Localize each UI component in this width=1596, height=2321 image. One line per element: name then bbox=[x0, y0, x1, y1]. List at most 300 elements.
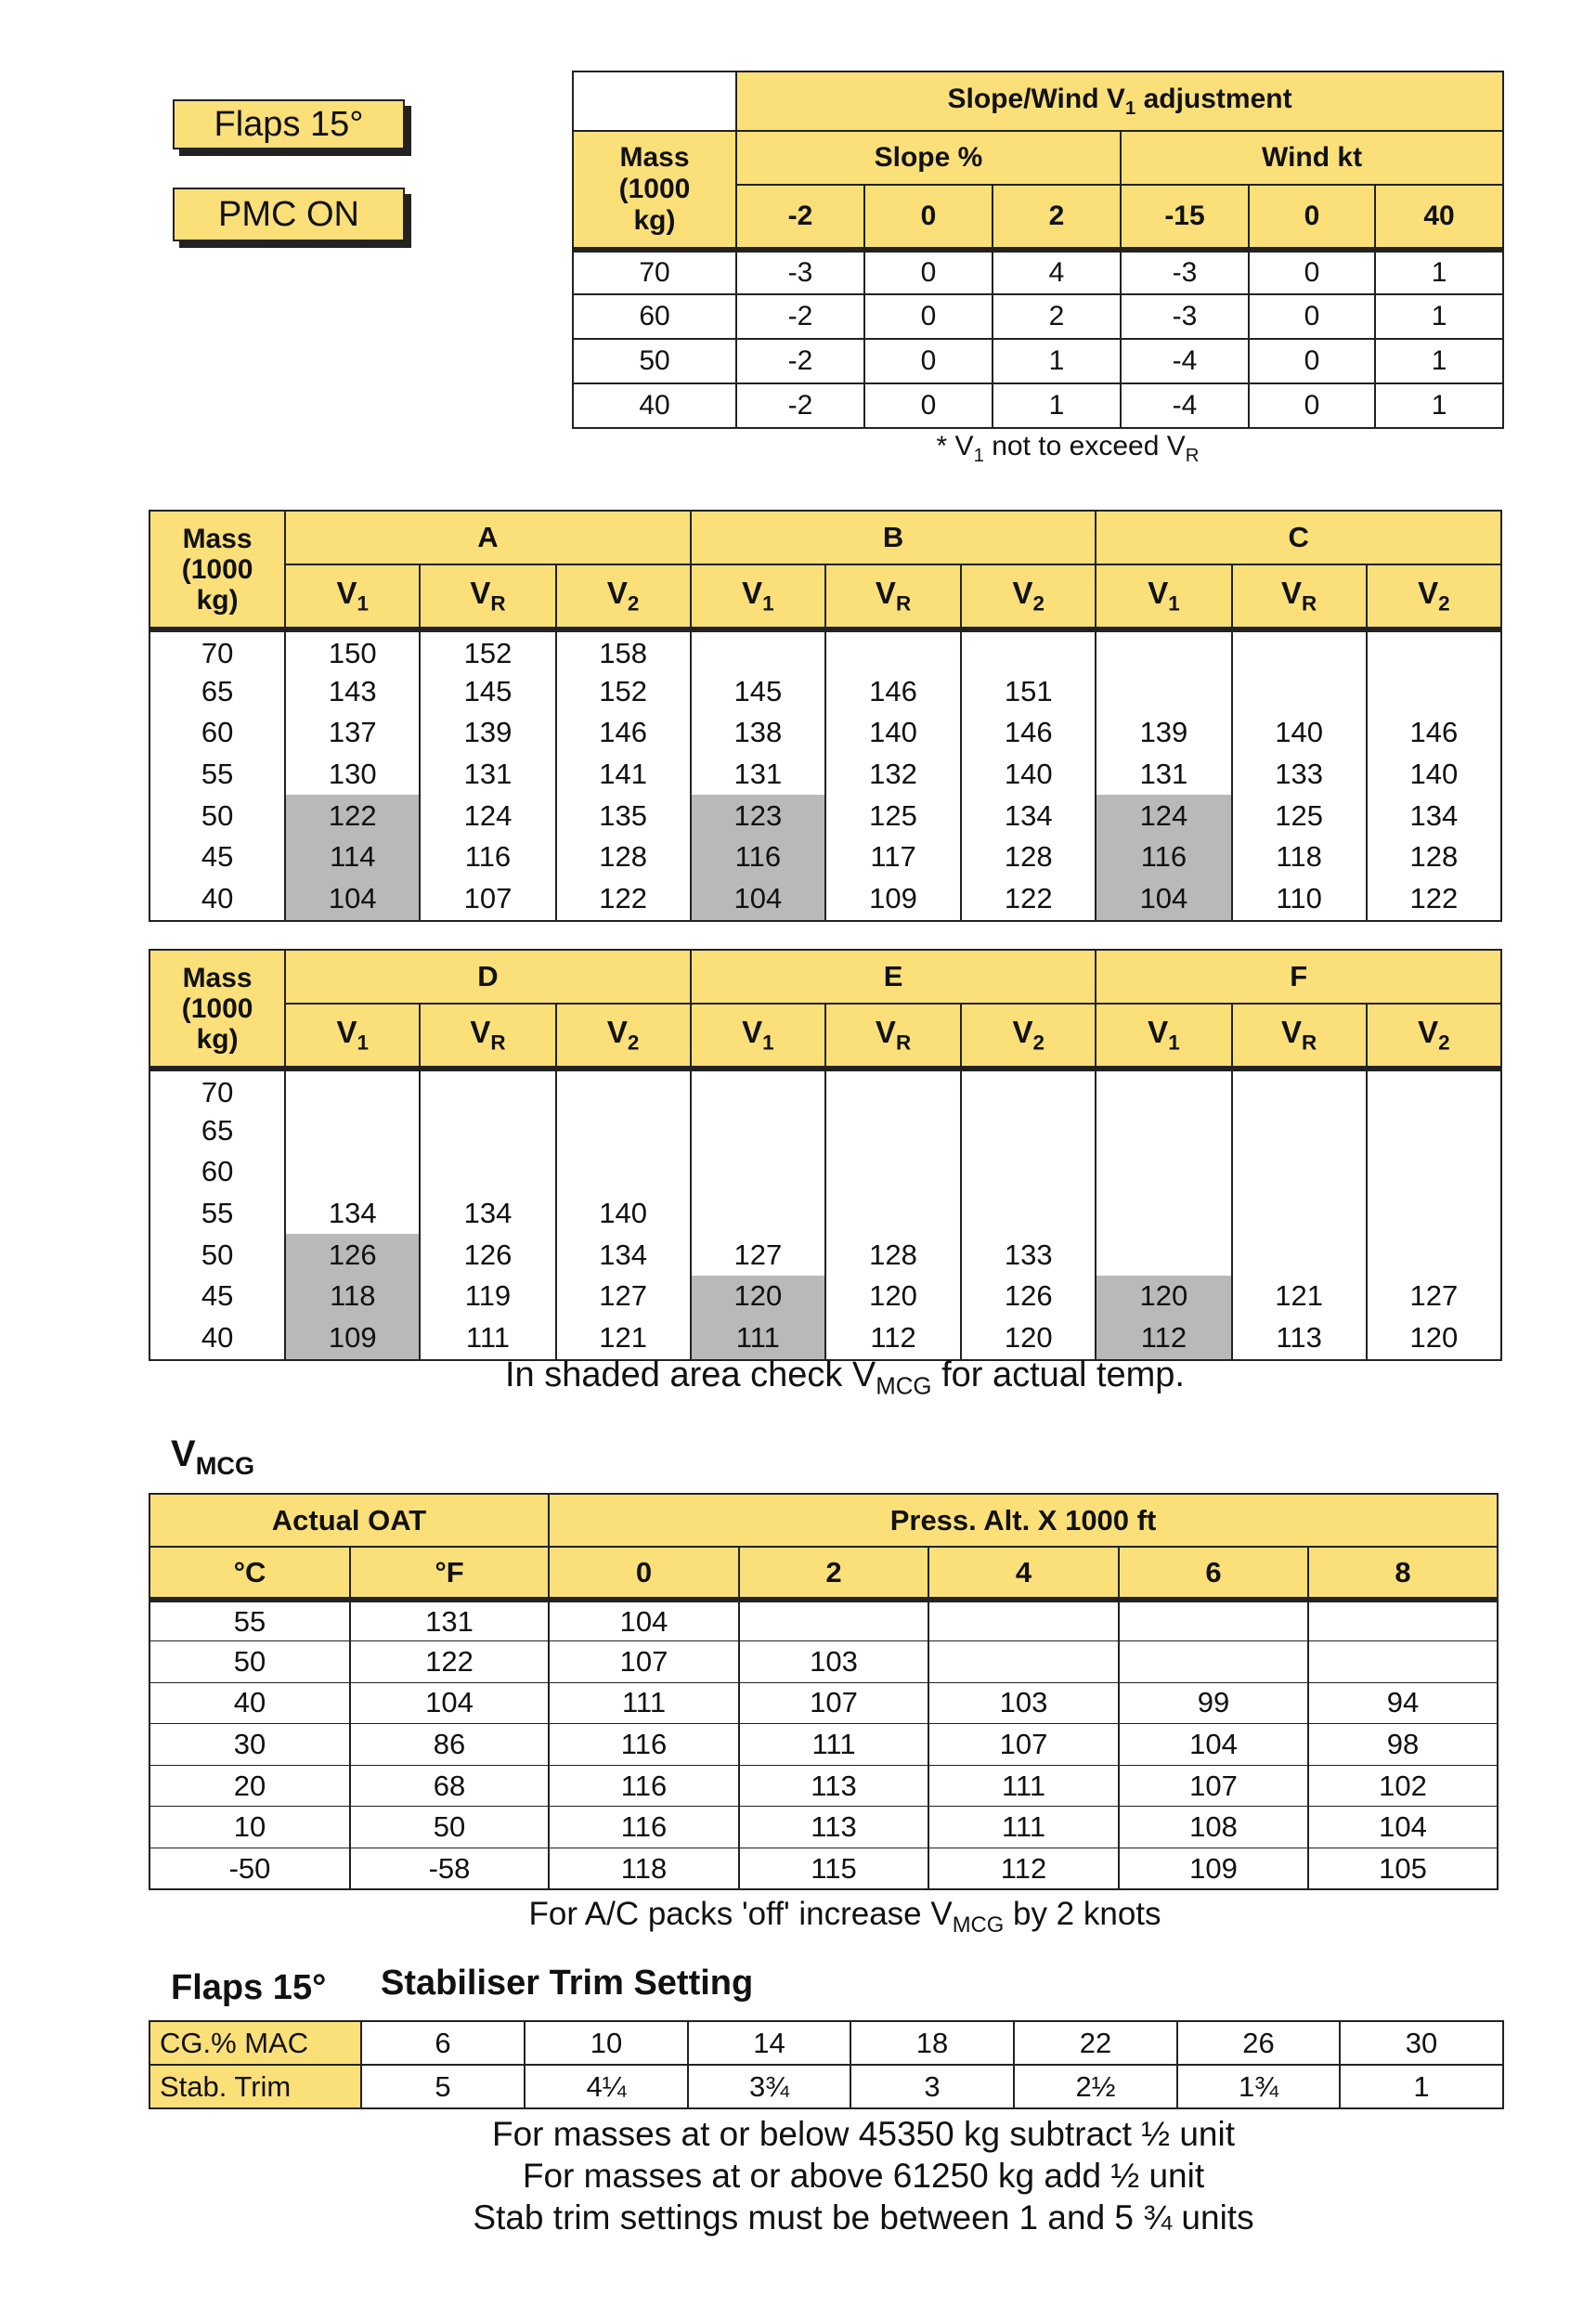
speed-header: $V_R$ bbox=[825, 1004, 961, 1069]
table-row bbox=[149, 795, 1501, 836]
vmcg-cell: 107 bbox=[1119, 1765, 1308, 1807]
speed-cell: 134 bbox=[961, 795, 1096, 836]
vmcg-cell: 109 bbox=[1119, 1848, 1308, 1890]
speed-cell: 145 bbox=[691, 671, 825, 713]
speed-cell bbox=[825, 1069, 961, 1110]
table-row bbox=[149, 1682, 1498, 1724]
table-row bbox=[149, 1641, 1498, 1683]
temp-cell: 122 bbox=[350, 1641, 549, 1683]
trim-value: 3¾ bbox=[688, 2065, 850, 2108]
cg-value: 10 bbox=[525, 2021, 688, 2065]
adjust-cell: 1 bbox=[993, 339, 1121, 383]
speed-table-def bbox=[149, 949, 1502, 1361]
speed-cell bbox=[825, 1151, 961, 1193]
speed-cell bbox=[1367, 1151, 1501, 1193]
mass-cell: 70 bbox=[149, 1069, 285, 1110]
shaded-area-note: In shaded area check $V_{MCG}$ for actual temp. bbox=[505, 1355, 1185, 1400]
adjust-cell: -2 bbox=[736, 339, 864, 383]
speed-cell bbox=[1232, 1069, 1367, 1110]
mass-header: Mass (1000 kg) bbox=[149, 950, 285, 1069]
adjust-cell: -2 bbox=[736, 294, 864, 339]
temp-cell: 50 bbox=[149, 1641, 350, 1683]
table-row bbox=[149, 878, 1501, 921]
adjust-cell: 4 bbox=[993, 250, 1121, 294]
slope-note: * $V_1$ not to exceed $V_R$ bbox=[936, 431, 1200, 466]
speed-cell bbox=[285, 1069, 420, 1110]
stab-trim-label: Stab. Trim bbox=[149, 2065, 361, 2108]
table-row bbox=[573, 339, 1503, 383]
cg-value: 14 bbox=[688, 2021, 850, 2065]
speed-cell: 146 bbox=[961, 712, 1096, 754]
speed-cell bbox=[1096, 1193, 1231, 1235]
speed-cell: 128 bbox=[825, 1234, 961, 1276]
table-row bbox=[149, 1600, 1498, 1641]
vmcg-cell: 94 bbox=[1308, 1682, 1498, 1724]
mass-cell: 65 bbox=[149, 1110, 285, 1152]
vmcg-cell: 111 bbox=[928, 1807, 1119, 1848]
mass-cell: 50 bbox=[149, 1234, 285, 1276]
temp-cell: 55 bbox=[149, 1600, 350, 1641]
group-header-c: C bbox=[1096, 511, 1501, 564]
speed-cell bbox=[691, 1110, 825, 1152]
speed-cell bbox=[961, 1151, 1096, 1193]
speed-cell: 140 bbox=[1367, 754, 1501, 796]
table-row bbox=[149, 1110, 1501, 1152]
speed-cell: 112 bbox=[1096, 1317, 1231, 1360]
speed-cell: 120 bbox=[691, 1276, 825, 1317]
speed-cell: 124 bbox=[1096, 795, 1231, 836]
speed-cell bbox=[1232, 671, 1367, 713]
table-row bbox=[149, 1151, 1501, 1193]
vmcg-cell: 103 bbox=[928, 1682, 1119, 1724]
speed-cell bbox=[825, 629, 961, 671]
speed-cell: 116 bbox=[420, 836, 555, 878]
press-alt-header: Press. Alt. X 1000 ft bbox=[549, 1494, 1498, 1547]
mass-cell: 45 bbox=[149, 1276, 285, 1317]
table-row bbox=[573, 250, 1503, 294]
pmc-badge: PMC ON bbox=[173, 188, 405, 241]
trim-note-1: For masses at or below 45350 kg subtract ½ unit bbox=[491, 2115, 1236, 2153]
vmcg-cell bbox=[928, 1641, 1119, 1683]
table-row bbox=[149, 1848, 1498, 1890]
mass-header: Mass (1000 kg) bbox=[573, 131, 736, 250]
table-row bbox=[149, 1317, 1501, 1360]
vmcg-cell: 111 bbox=[739, 1724, 928, 1766]
speed-cell bbox=[1232, 1110, 1367, 1152]
vmcg-cell: 107 bbox=[928, 1724, 1119, 1766]
group-header-d: D bbox=[285, 950, 691, 1004]
slope-header: Slope % bbox=[736, 131, 1121, 185]
vmcg-cell: 98 bbox=[1308, 1724, 1498, 1766]
speed-cell bbox=[1096, 629, 1231, 671]
table-row bbox=[149, 712, 1501, 754]
wind-header: Wind kt bbox=[1121, 131, 1503, 185]
table-row bbox=[149, 1276, 1501, 1317]
adjust-cell: 1 bbox=[1375, 250, 1503, 294]
speed-cell: 133 bbox=[1232, 754, 1367, 796]
speed-header: $V_R$ bbox=[1232, 564, 1367, 629]
group-header-f: F bbox=[1096, 950, 1501, 1004]
speed-cell bbox=[1232, 1151, 1367, 1193]
adjust-cell: 1 bbox=[1375, 339, 1503, 383]
column-header: 0 bbox=[549, 1547, 739, 1600]
speed-header: $V_R$ bbox=[825, 564, 961, 629]
speed-cell: 125 bbox=[825, 795, 961, 836]
column-header: 2 bbox=[993, 185, 1121, 250]
speed-cell: 137 bbox=[285, 712, 420, 754]
adjust-cell: 0 bbox=[1249, 383, 1375, 428]
vmcg-cell: 108 bbox=[1119, 1807, 1308, 1848]
speed-cell: 158 bbox=[556, 629, 691, 671]
speed-cell: 151 bbox=[961, 671, 1096, 713]
temp-cell: 50 bbox=[350, 1807, 549, 1848]
adjust-cell: -4 bbox=[1121, 383, 1249, 428]
speed-cell: 117 bbox=[825, 836, 961, 878]
mass-cell: 55 bbox=[149, 754, 285, 796]
vmcg-cell bbox=[1308, 1600, 1498, 1641]
speed-cell: 122 bbox=[285, 795, 420, 836]
speed-cell bbox=[961, 1193, 1096, 1235]
mass-cell: 60 bbox=[149, 1151, 285, 1193]
group-header-b: B bbox=[691, 511, 1096, 564]
speed-cell: 146 bbox=[1367, 712, 1501, 754]
speed-cell: 126 bbox=[420, 1234, 555, 1276]
speed-cell bbox=[1096, 1110, 1231, 1152]
ac-packs-note: For A/C packs 'off' increase $V_{MCG}$ by 2 knots bbox=[528, 1896, 1161, 1938]
v-header-row bbox=[149, 564, 1501, 629]
trim-flaps-label: Flaps 15° bbox=[171, 1968, 327, 2007]
speed-cell: 139 bbox=[420, 712, 555, 754]
speed-cell bbox=[1232, 1193, 1367, 1235]
temp-cell: 10 bbox=[149, 1807, 350, 1848]
speed-cell: 134 bbox=[556, 1234, 691, 1276]
temp-cell: 104 bbox=[350, 1682, 549, 1724]
speed-header: $V_2$ bbox=[961, 1004, 1096, 1069]
vmcg-cell: 118 bbox=[549, 1848, 739, 1890]
mass-cell: 65 bbox=[149, 671, 285, 713]
speed-cell: 114 bbox=[285, 836, 420, 878]
speed-cell: 141 bbox=[556, 754, 691, 796]
speed-cell bbox=[1096, 671, 1231, 713]
speed-cell: 126 bbox=[961, 1276, 1096, 1317]
vmcg-cell: 116 bbox=[549, 1724, 739, 1766]
speed-cell: 131 bbox=[420, 754, 555, 796]
mass-cell: 45 bbox=[149, 836, 285, 878]
adjust-cell: 0 bbox=[864, 294, 993, 339]
speed-cell bbox=[691, 1193, 825, 1235]
cg-value: 6 bbox=[361, 2021, 525, 2065]
speed-cell: 118 bbox=[285, 1276, 420, 1317]
temp-cell: -58 bbox=[350, 1848, 549, 1890]
mass-cell: 70 bbox=[573, 250, 736, 294]
speed-cell: 143 bbox=[285, 671, 420, 713]
speed-cell: 146 bbox=[556, 712, 691, 754]
speed-cell: 152 bbox=[556, 671, 691, 713]
speed-cell: 127 bbox=[691, 1234, 825, 1276]
column-header: 0 bbox=[864, 185, 993, 250]
slope-wind-title: Slope/Wind $V_1$ adjustment bbox=[736, 71, 1503, 131]
vmcg-cell: 102 bbox=[1308, 1765, 1498, 1807]
speed-table-abc bbox=[149, 510, 1502, 922]
vmcg-cell bbox=[1119, 1641, 1308, 1683]
speed-cell bbox=[1096, 1151, 1231, 1193]
speed-cell bbox=[1096, 1234, 1231, 1276]
speed-cell bbox=[1367, 1110, 1501, 1152]
vmcg-cell: 115 bbox=[739, 1848, 928, 1890]
speed-cell: 112 bbox=[825, 1317, 961, 1360]
adjust-cell: 1 bbox=[993, 383, 1121, 428]
speed-cell: 133 bbox=[961, 1234, 1096, 1276]
group-header-a: A bbox=[285, 511, 691, 564]
speed-cell: 122 bbox=[961, 878, 1096, 921]
speed-cell: 140 bbox=[556, 1193, 691, 1235]
trim-note-2: For masses at or above 61250 kg add ½ unit bbox=[522, 2157, 1205, 2195]
vmcg-cell: 107 bbox=[739, 1682, 928, 1724]
adjust-cell: 1 bbox=[1375, 383, 1503, 428]
vmcg-cell: 103 bbox=[739, 1641, 928, 1683]
speed-header: $V_R$ bbox=[420, 1004, 555, 1069]
column-header: 8 bbox=[1308, 1547, 1498, 1600]
speed-cell: 109 bbox=[285, 1317, 420, 1360]
speed-cell: 126 bbox=[285, 1234, 420, 1276]
speed-cell bbox=[1096, 1069, 1231, 1110]
vmcg-cell: 104 bbox=[1119, 1724, 1308, 1766]
speed-cell: 122 bbox=[556, 878, 691, 921]
table-row bbox=[149, 836, 1501, 878]
speed-cell: 116 bbox=[1096, 836, 1231, 878]
vmcg-cell: 111 bbox=[549, 1682, 739, 1724]
speed-cell: 110 bbox=[1232, 878, 1367, 921]
trim-title: Stabiliser Trim Setting bbox=[381, 1964, 754, 2003]
speed-cell: 118 bbox=[1232, 836, 1367, 878]
speed-cell: 119 bbox=[420, 1276, 555, 1317]
speed-cell bbox=[691, 629, 825, 671]
vmcg-cell: 111 bbox=[928, 1765, 1119, 1807]
table-row bbox=[149, 671, 1501, 713]
speed-cell bbox=[556, 1151, 691, 1193]
mass-cell: 40 bbox=[149, 1317, 285, 1360]
speed-cell: 128 bbox=[961, 836, 1096, 878]
speed-cell bbox=[1367, 1193, 1501, 1235]
column-header: 6 bbox=[1119, 1547, 1308, 1600]
speed-cell: 121 bbox=[1232, 1276, 1367, 1317]
speed-cell bbox=[961, 1110, 1096, 1152]
speed-cell: 116 bbox=[691, 836, 825, 878]
adjust-cell: -4 bbox=[1121, 339, 1249, 383]
speed-cell: 120 bbox=[1367, 1317, 1501, 1360]
trim-table bbox=[149, 2020, 1504, 2109]
adjust-cell: -2 bbox=[736, 383, 864, 428]
adjust-cell: 0 bbox=[1249, 250, 1375, 294]
trim-value: 2½ bbox=[1014, 2065, 1177, 2108]
mass-header: Mass (1000 kg) bbox=[149, 511, 285, 629]
speed-cell: 140 bbox=[1232, 712, 1367, 754]
mass-cell: 70 bbox=[149, 629, 285, 671]
vmcg-heading: $V_{MCG}$ bbox=[171, 1433, 255, 1480]
cg-mac-label: CG.% MAC bbox=[149, 2021, 361, 2065]
speed-cell: 130 bbox=[285, 754, 420, 796]
adjust-cell: -3 bbox=[1121, 250, 1249, 294]
speed-cell: 131 bbox=[1096, 754, 1231, 796]
speed-header: $V_2$ bbox=[1367, 1004, 1501, 1069]
speed-header: $V_R$ bbox=[420, 564, 555, 629]
group-header-e: E bbox=[691, 950, 1096, 1004]
vmcg-cell: 112 bbox=[928, 1848, 1119, 1890]
speed-header: $V_R$ bbox=[1232, 1004, 1367, 1069]
adjust-cell: 0 bbox=[864, 339, 993, 383]
temp-cell: 20 bbox=[149, 1765, 350, 1807]
speed-cell: 146 bbox=[825, 671, 961, 713]
speed-cell: 113 bbox=[1232, 1317, 1367, 1360]
adjust-cell: 0 bbox=[864, 250, 993, 294]
oat-header: Actual OAT bbox=[149, 1494, 549, 1547]
mass-cell: 50 bbox=[573, 339, 736, 383]
speed-cell bbox=[420, 1069, 555, 1110]
speed-header: $V_1$ bbox=[285, 564, 420, 629]
speed-header: $V_1$ bbox=[691, 564, 825, 629]
trim-value: 1 bbox=[1340, 2065, 1503, 2108]
trim-notes bbox=[399, 2113, 1328, 2238]
speed-cell: 152 bbox=[420, 629, 555, 671]
table-row bbox=[149, 1234, 1501, 1276]
speed-cell bbox=[285, 1151, 420, 1193]
speed-cell bbox=[1367, 629, 1501, 671]
mass-cell: 60 bbox=[573, 294, 736, 339]
speed-cell: 120 bbox=[825, 1276, 961, 1317]
trim-value: 5 bbox=[361, 2065, 525, 2108]
vmcg-cell: 107 bbox=[549, 1641, 739, 1683]
speed-cell: 111 bbox=[420, 1317, 555, 1360]
speed-cell bbox=[420, 1151, 555, 1193]
slope-wind-table bbox=[572, 71, 1504, 429]
column-header: -2 bbox=[736, 185, 864, 250]
cg-value: 18 bbox=[850, 2021, 1014, 2065]
mass-cell: 50 bbox=[149, 795, 285, 836]
table-row bbox=[573, 294, 1503, 339]
speed-cell bbox=[825, 1110, 961, 1152]
speed-cell: 127 bbox=[556, 1276, 691, 1317]
vmcg-cell: 105 bbox=[1308, 1848, 1498, 1890]
speed-cell bbox=[1367, 671, 1501, 713]
speed-cell: 134 bbox=[285, 1193, 420, 1235]
flaps-badge: Flaps 15° bbox=[173, 99, 405, 149]
speed-cell: 131 bbox=[691, 754, 825, 796]
adjust-cell: 0 bbox=[1249, 339, 1375, 383]
speed-cell bbox=[1232, 629, 1367, 671]
speed-cell: 140 bbox=[825, 712, 961, 754]
vmcg-cell: 116 bbox=[549, 1807, 739, 1848]
speed-cell bbox=[1232, 1234, 1367, 1276]
column-header: -15 bbox=[1121, 185, 1249, 250]
cg-value: 22 bbox=[1014, 2021, 1177, 2065]
speed-header: $V_1$ bbox=[1096, 564, 1231, 629]
vmcg-cell bbox=[928, 1600, 1119, 1641]
adjust-cell: 0 bbox=[1249, 294, 1375, 339]
mass-cell: 55 bbox=[149, 1193, 285, 1235]
trim-value: 4¼ bbox=[525, 2065, 688, 2108]
speed-header: $V_2$ bbox=[1367, 564, 1501, 629]
temp-cell: 86 bbox=[350, 1724, 549, 1766]
speed-cell: 120 bbox=[1096, 1276, 1231, 1317]
speed-cell: 134 bbox=[1367, 795, 1501, 836]
speed-header: $V_2$ bbox=[556, 564, 691, 629]
adjust-cell: 0 bbox=[864, 383, 993, 428]
vmcg-cell: 116 bbox=[549, 1765, 739, 1807]
speed-cell bbox=[825, 1193, 961, 1235]
temp-cell: 131 bbox=[350, 1600, 549, 1641]
speed-cell: 120 bbox=[961, 1317, 1096, 1360]
trim-value: 1¾ bbox=[1177, 2065, 1340, 2108]
speed-cell: 134 bbox=[420, 1193, 555, 1235]
speed-header: $V_1$ bbox=[691, 1004, 825, 1069]
speed-cell bbox=[1367, 1234, 1501, 1276]
speed-cell bbox=[961, 1069, 1096, 1110]
temp-cell: 68 bbox=[350, 1765, 549, 1807]
speed-cell: 128 bbox=[556, 836, 691, 878]
vmcg-cell bbox=[739, 1600, 928, 1641]
speed-cell: 145 bbox=[420, 671, 555, 713]
table-row bbox=[573, 383, 1503, 428]
table-row bbox=[149, 1069, 1501, 1110]
vmcg-table bbox=[149, 1493, 1499, 1890]
vmcg-cell bbox=[1308, 1641, 1498, 1683]
speed-cell: 109 bbox=[825, 878, 961, 921]
speed-cell: 122 bbox=[1367, 878, 1501, 921]
v-header-row bbox=[149, 1004, 1501, 1069]
speed-cell bbox=[556, 1069, 691, 1110]
table-row bbox=[149, 1193, 1501, 1235]
temp-cell: 30 bbox=[149, 1724, 350, 1766]
speed-cell: 124 bbox=[420, 795, 555, 836]
vmcg-cell bbox=[1119, 1600, 1308, 1641]
column-header: 4 bbox=[928, 1547, 1119, 1600]
speed-cell bbox=[556, 1110, 691, 1152]
cg-value: 30 bbox=[1340, 2021, 1503, 2065]
table-row bbox=[149, 1807, 1498, 1848]
column-header: 0 bbox=[1249, 185, 1375, 250]
speed-cell: 128 bbox=[1367, 836, 1501, 878]
speed-cell: 125 bbox=[1232, 795, 1367, 836]
vmcg-cell: 104 bbox=[549, 1600, 739, 1641]
speed-cell: 104 bbox=[1096, 878, 1231, 921]
speed-header: $V_1$ bbox=[285, 1004, 420, 1069]
table-row bbox=[149, 754, 1501, 796]
speed-cell: 127 bbox=[1367, 1276, 1501, 1317]
temp-cell: 40 bbox=[149, 1682, 350, 1724]
column-header: 40 bbox=[1375, 185, 1503, 250]
adjust-cell: 2 bbox=[993, 294, 1121, 339]
speed-cell: 132 bbox=[825, 754, 961, 796]
speed-cell: 139 bbox=[1096, 712, 1231, 754]
cg-value: 26 bbox=[1177, 2021, 1340, 2065]
vmcg-cell: 113 bbox=[739, 1807, 928, 1848]
speed-cell bbox=[1367, 1069, 1501, 1110]
speed-cell bbox=[420, 1110, 555, 1152]
speed-cell: 104 bbox=[285, 878, 420, 921]
speed-cell: 107 bbox=[420, 878, 555, 921]
adjust-cell: -3 bbox=[736, 250, 864, 294]
speed-cell bbox=[691, 1151, 825, 1193]
table-row bbox=[149, 629, 1501, 671]
speed-cell: 104 bbox=[691, 878, 825, 921]
speed-cell bbox=[961, 629, 1096, 671]
speed-cell: 123 bbox=[691, 795, 825, 836]
vmcg-cell: 104 bbox=[1308, 1807, 1498, 1848]
column-header: 2 bbox=[739, 1547, 928, 1600]
trim-value: 3 bbox=[850, 2065, 1014, 2108]
speed-cell: 140 bbox=[961, 754, 1096, 796]
temp-cell: -50 bbox=[149, 1848, 350, 1890]
